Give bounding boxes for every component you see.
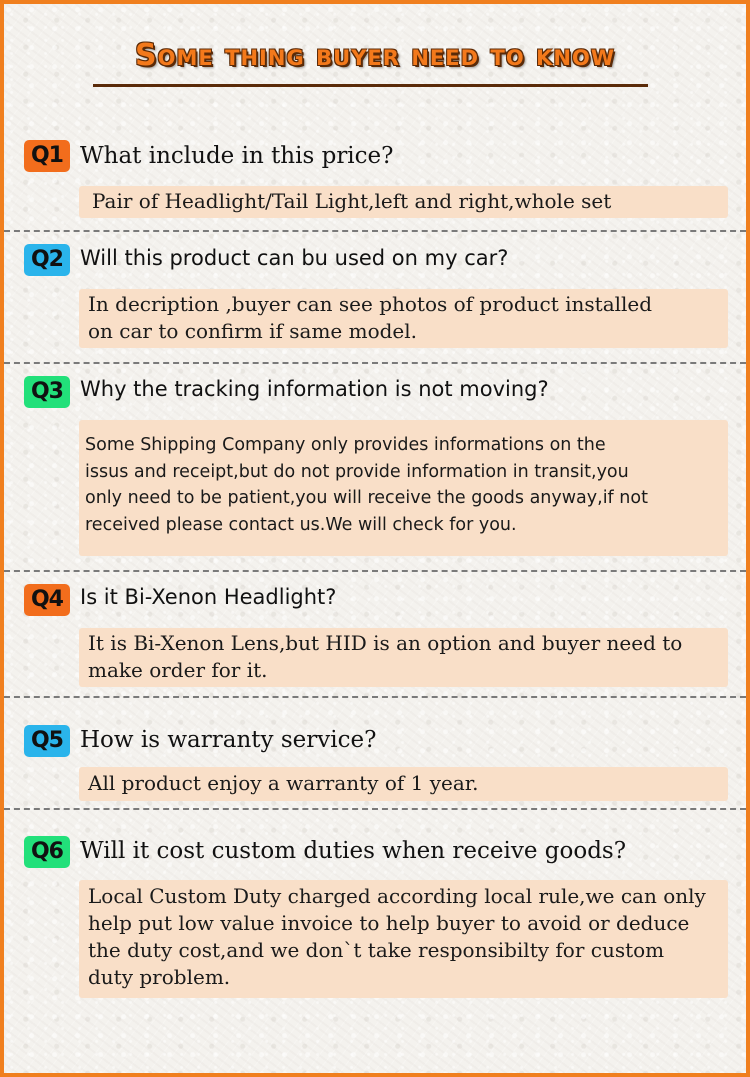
- q3-answer-line: only need to be patient,you will receive the goods anyway,if not: [85, 488, 648, 508]
- q6-answer-line: the duty cost,and we don`t take responsibilty for custom: [88, 938, 665, 962]
- q6-answer-line: Local Custom Duty charged according local rule,we can only: [88, 884, 706, 908]
- q5-badge: Q5: [24, 725, 70, 757]
- q2-answer-line: In decription ,buyer can see photos of product installed: [88, 292, 653, 316]
- q2-question: Will this product can bu used on my car?: [80, 246, 509, 270]
- q5-answer: [79, 767, 728, 801]
- page-title: Some thing buyer need to know: [135, 38, 615, 73]
- q1-answer-line: Pair of Headlight/Tail Light,left and right,whole set: [92, 189, 612, 213]
- q2-answer-line: on car to confirm if same model.: [88, 319, 418, 343]
- q2-badge: Q2: [24, 244, 70, 276]
- q4-question: Is it Bi-Xenon Headlight?: [80, 585, 337, 609]
- q1-badge: Q1: [24, 140, 70, 172]
- q2-answer: [79, 289, 728, 348]
- q6-badge: Q6: [24, 836, 70, 868]
- q6-question: Will it cost custom duties when receive goods?: [80, 838, 627, 864]
- q3-answer-line: issus and receipt,but do not provide information in transit,you: [85, 461, 629, 482]
- section-divider: [4, 570, 746, 572]
- q6-answer: [79, 880, 728, 998]
- q3-answer-line: received please contact us.We will check for you.: [85, 514, 517, 535]
- q5-answer-line: All product enjoy a warranty of 1 year.: [88, 771, 479, 795]
- q3-question: Why the tracking information is not moving?: [80, 377, 549, 401]
- q3-answer-line: Some Shipping Company only provides informations on the: [85, 435, 606, 455]
- q4-badge: Q4: [24, 584, 70, 616]
- q6-answer-line: duty problem.: [88, 965, 231, 989]
- q1-question: What include in this price?: [80, 143, 394, 169]
- q4-answer-line: make order for it.: [88, 658, 268, 682]
- q5-question: How is warranty service?: [80, 727, 377, 753]
- q4-answer: [79, 628, 728, 687]
- section-divider: [4, 230, 746, 232]
- title-underline: [93, 84, 648, 87]
- q4-answer-line: It is Bi-Xenon Lens,but HID is an option and buyer need to: [88, 631, 683, 655]
- q3-badge: Q3: [24, 376, 70, 408]
- q6-answer-line: help put low value invoice to help buyer to avoid or deduce: [88, 911, 690, 935]
- section-divider: [4, 696, 746, 698]
- q1-answer: [79, 186, 728, 218]
- section-divider: [4, 362, 746, 364]
- section-divider: [4, 808, 746, 810]
- q3-answer: [79, 420, 728, 556]
